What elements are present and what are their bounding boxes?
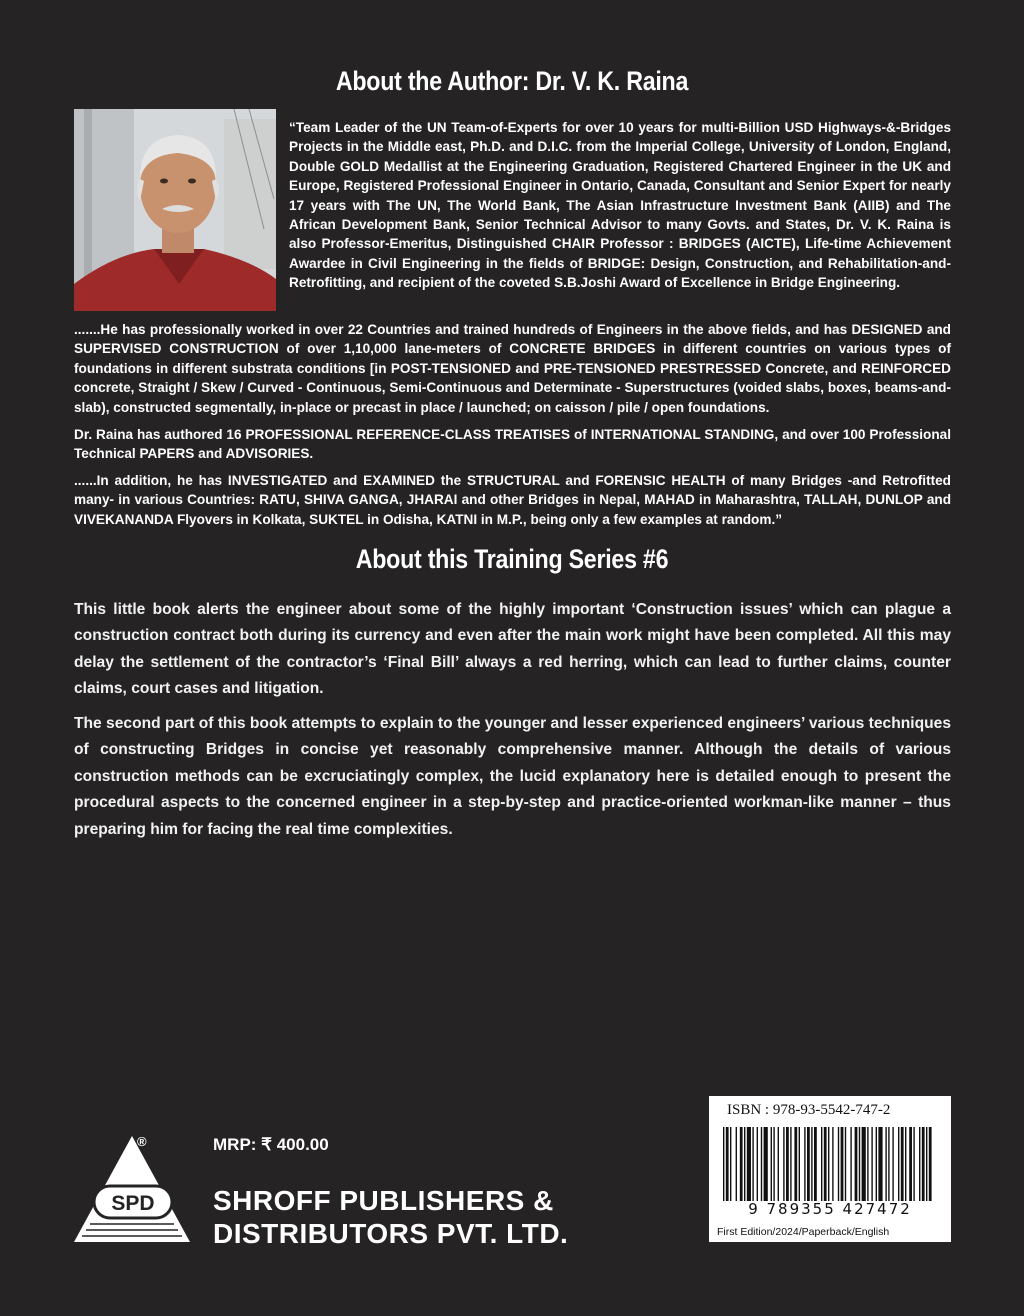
author-photo xyxy=(74,109,276,311)
barcode-bar xyxy=(867,1127,868,1201)
barcode-bar xyxy=(730,1127,731,1201)
barcode-bar xyxy=(723,1127,724,1201)
barcode-bar xyxy=(744,1127,745,1201)
barcode-bar xyxy=(909,1127,912,1201)
author-forensic-paragraph: ......In addition, he has INVESTIGATED and EXAMINED the STRUCTURAL and FORENSIC HEALTH of many Bridges -and Retrofitted many- in various Countries: RATU, SHIVA GANGA, JHARAI and other Bridges in Nepal, MAHAD in Maharashtra, TALLAH, DUNLOP and VIVEKANANDA Flyovers in Kolkata, SUKTEL in Odisha, KATNI in M.P., being only a few examples at random.” xyxy=(74,473,951,527)
author-bio-paragraph: “Team Leader of the UN Team-of-Experts for over 10 years for multi-Billion USD Highways-&-Bridges Projects in the Middle east, Ph.D. and D.I.C. from the Imperial College, University of London, England, Double GOLD Medallist at the Engineering Graduation, Registered Chartered Engineer in the UK and Europe, Registered Professional Engineer in Ontario, Canada, Consultant and Senior Expert for nearly 17 years with The UN, The World Bank, The Asian Infrastructure Investment Bank (AIIB) and The African Development Bank, Senior Technical Advisor to many Govts. and States, Dr. V. K. Raina is also Professor-Emeritus, Distinguished CHAIR Professor : BRIDGES (AICTE), Life-time Achievement Awardee in Civil Engineering in the fields of BRIDGE: Design, Construction, and Rehabilitation-and-Retrofitting, and recipient of the coveted S.B.Joshi Award of Excellence in Bridge Engineering. xyxy=(289,120,951,291)
publisher-name xyxy=(213,1184,568,1250)
barcode-bar xyxy=(824,1127,827,1201)
barcode-bar xyxy=(761,1127,762,1201)
series-section-title: About this Training Series #6 xyxy=(355,544,669,574)
series-paragraph-1: This little book alerts the engineer about some of the highly important ‘Construction issues’ which can plague a construction contract both during its currency and even after the main work might have been completed. All this may delay the settlement of the contractor’s ‘Final Bill’ always a red herring, which can lead to further claims, counter claims, court cases and litigation. xyxy=(74,601,951,698)
barcode-bar xyxy=(790,1127,791,1201)
barcode-bar xyxy=(821,1127,822,1201)
barcode-bar xyxy=(926,1127,927,1201)
barcode-bar xyxy=(885,1127,886,1201)
barcode xyxy=(719,1127,941,1201)
barcode-bar xyxy=(850,1127,851,1201)
barcode-bar xyxy=(773,1127,774,1201)
barcode-bar xyxy=(838,1127,839,1201)
barcode-digits: 9 789355 427472 xyxy=(748,1200,912,1218)
author-section-title: About the Author: Dr. V. K. Raina xyxy=(335,66,689,96)
barcode-bar xyxy=(807,1127,810,1201)
barcode-bar xyxy=(905,1127,906,1201)
edition-info: First Edition/2024/Paperback/English xyxy=(717,1226,890,1238)
barcode-bar xyxy=(878,1127,882,1201)
barcode-bar xyxy=(832,1127,833,1201)
barcode-bar xyxy=(888,1127,889,1201)
barcode-bar xyxy=(901,1127,904,1201)
barcode-bar xyxy=(804,1127,805,1201)
barcode-bar xyxy=(752,1127,753,1201)
barcode-bar xyxy=(841,1127,844,1201)
barcode-bar xyxy=(892,1127,893,1201)
barcode-bar xyxy=(876,1127,877,1201)
barcode-bar xyxy=(814,1127,817,1201)
barcode-bar xyxy=(922,1127,925,1201)
barcode-bar xyxy=(786,1127,789,1201)
barcode-bar xyxy=(845,1127,846,1201)
barcode-bar xyxy=(794,1127,797,1201)
barcode-bar xyxy=(736,1127,737,1201)
barcode-bar xyxy=(828,1127,829,1201)
barcode-bar xyxy=(919,1127,920,1201)
spd-logo-text: SPD xyxy=(111,1192,155,1215)
isbn-barcode-box xyxy=(709,1096,951,1242)
isbn-label: ISBN : 978-93-5542-747-2 xyxy=(727,1102,891,1118)
series-paragraph-2: The second part of this book attempts to explain to the younger and lesser experienced engineers’ various techniques of constructing Bridges in concise yet reasonably comprehensive manner. Although the details of various construction methods can be excruciatingly complex, the lucid explanatory here is detailed enough to present the procedural aspects to the concerned engineer in a step-by-step and practice-oriented workman-like manner – thus preparing him for facing the real time complexities. xyxy=(74,715,951,838)
barcode-bar xyxy=(726,1127,729,1201)
barcode-bar xyxy=(757,1127,758,1201)
barcode-bar xyxy=(862,1127,866,1201)
author-publications-paragraph: Dr. Raina has authored 16 PROFESSIONAL REFERENCE-CLASS TREATISES of INTERNATIONAL STANDING, and over 100 Professional Technical PAPERS and ADVISORIES. xyxy=(74,427,951,462)
barcode-bar xyxy=(778,1127,779,1201)
barcode-bar xyxy=(799,1127,800,1201)
price-label: MRP: ₹ 400.00 xyxy=(213,1135,329,1154)
barcode-bar xyxy=(811,1127,812,1201)
publisher-name-line-1: SHROFF PUBLISHERS & xyxy=(213,1185,554,1216)
author-experience-paragraph: .......He has professionally worked in over 22 Countries and trained hundreds of Engineers in the above fields, and has DESIGNED and SUPERVISED CONSTRUCTION of over 1,10,000 lane-meters of CONCRETE BRIDGES in different countries on various types of foundations in different substrata conditions [in POST-TENSIONED and PRE-TENSIONED PRESTRESSED Concrete, and REINFORCED concrete, Straight / Skew / Curved - Continuous, Semi-Continuous and Determinate - Superstructures (voided slabs, boxes, beams-and-slab), constructed segmentally, in-place or precast in place / launched; on caisson / pile / open foundations. xyxy=(74,322,951,415)
barcode-bar xyxy=(740,1127,743,1201)
barcode-bar xyxy=(771,1127,772,1201)
barcode-bar xyxy=(783,1127,784,1201)
barcode-bar xyxy=(929,1127,932,1201)
barcode-bar xyxy=(855,1127,858,1201)
publisher-name-line-2: DISTRIBUTORS PVT. LTD. xyxy=(213,1218,569,1249)
registered-mark: ® xyxy=(137,1134,147,1149)
barcode-bar xyxy=(898,1127,899,1201)
barcode-bar xyxy=(871,1127,872,1201)
barcode-bar xyxy=(859,1127,860,1201)
spd-logo xyxy=(72,1134,194,1246)
barcode-bar xyxy=(764,1127,768,1201)
barcode-bar xyxy=(747,1127,751,1201)
barcode-bar xyxy=(913,1127,914,1201)
